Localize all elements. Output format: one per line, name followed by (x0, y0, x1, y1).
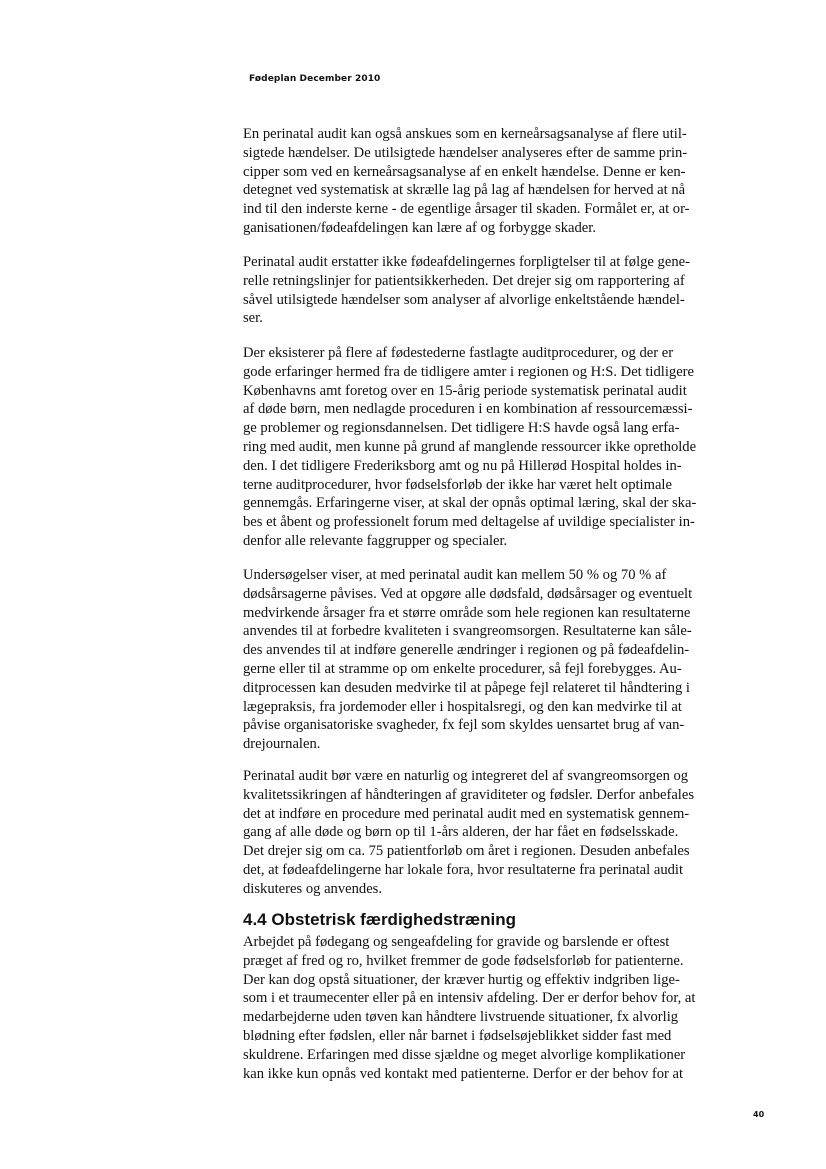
paragraph (243, 344, 697, 551)
text-line: drejournalen. (243, 736, 321, 753)
text-line: Arbejdet på fødegang og sengeafdeling for gravide og barslende er oftest (243, 934, 670, 950)
text-line: ser. (243, 310, 263, 327)
text-line: cipper som ved en kerneårsagsanalyse af en enkelt hændelse. Denne er ken- (243, 163, 686, 180)
paragraph (243, 767, 695, 899)
text-line: bes et åbent og professionelt forum med deltagelse af uvildige specialister in- (243, 514, 695, 531)
text-line: detegnet ved systematisk at skrælle lag på lag af hændelsen for herved at nå (243, 182, 686, 199)
text-line: anvendes til at forbedre kvaliteten i svangreomsorgen. Resultaterne kan såle- (243, 623, 692, 640)
text-line: som i et traumecenter eller på en intensiv afdeling. Der er derfor behov for, at (243, 990, 696, 1007)
text-line: af døde børn, men nedlagde proceduren i en kombination af ressourcemæssi- (243, 401, 693, 418)
text-line: Perinatal audit erstatter ikke fødeafdelingernes forpligtelser til at følge gene- (243, 254, 690, 270)
text-line: dødsårsagerne påvises. Ved at opgøre alle dødsfald, dødsårsager og eventuelt (243, 585, 693, 602)
text-line: Undersøgelser viser, at med perinatal audit kan mellem 50 % og 70 % af (243, 567, 667, 583)
text-line: skuldrene. Erfaringen med disse sjældne og meget alvorlige komplikationer (243, 1046, 686, 1063)
text-line: det, at fødeafdelingerne har lokale fora, hvor resultaterne fra perinatal audit (243, 861, 684, 878)
text-line: ganisationen/fødeafdelingen kan lære af og forbygge skader. (243, 219, 596, 236)
section-paragraph (243, 933, 696, 1083)
text-line: ring med audit, men kunne på grund af manglende ressourcer ikke opretholde (243, 438, 697, 455)
text-line: lægepraksis, fra jordemoder eller i hospitalsregi, og den kan medvirke til at (243, 698, 682, 715)
text-line: Københavns amt foretog over en 15-årig periode systematisk perinatal audit (243, 382, 687, 399)
page-number: 40 (753, 1110, 765, 1119)
paragraph (243, 566, 691, 754)
text-line: medarbejderne uden tøven kan håndtere livstruende situationer, fx alvorlig (243, 1009, 679, 1026)
text-line: ind til den inderste kerne - de egentlige årsager til skaden. Formålet er, at or- (243, 201, 690, 218)
text-line: den. I det tidligere Frederiksborg amt og nu på Hillerød Hospital holdes in- (243, 457, 682, 474)
paragraph (243, 125, 691, 238)
paragraph (243, 253, 691, 328)
text-line: Perinatal audit bør være en naturlig og integreret del af svangreomsorgen og (243, 768, 689, 784)
text-line: gode erfaringer hermed fra de tidligere amter i regionen og H:S. Det tidligere (243, 363, 695, 380)
text-line: såvel utilsigtede hændelser som analyser af alvorlige enkeltstående hændel- (243, 291, 685, 308)
text-line: Der eksisterer på flere af fødestederne fastlagte auditprocedurer, og der er (243, 345, 674, 361)
text-line: gerne eller til at stramme op om enkelte procedurer, så fejl forebygges. Au- (243, 660, 682, 677)
text-line: gang af alle døde og børn op til 1-års alderen, der har fået en fødselsskade. (243, 824, 679, 841)
text-line: diskuteres og anvendes. (243, 880, 383, 897)
text-line: denfor alle relevante faggrupper og specialer. (243, 532, 508, 549)
text-line: terne auditprocedurer, hvor fødselsforløb der ikke har været helt optimale (243, 476, 672, 493)
text-line: relle retningslinjer for patientsikkerheden. Det drejer sig om rapportering af (243, 272, 685, 289)
text-line: sigtede hændelser. De utilsigtede hændelser analyseres efter de samme prin- (243, 144, 688, 161)
text-line: ditprocessen kan desuden medvirke til at påpege fejl relateret til håndtering i (243, 679, 690, 696)
text-line: Der kan dog opstå situationer, der kræver hurtig og effektiv indgriben lige- (243, 971, 680, 988)
text-line: gennemgås. Erfaringerne viser, at skal der opnås optimal læring, skal der ska- (243, 495, 697, 512)
text-line: præget af fred og ro, hvilket fremmer de gode fødselsforløb for patienterne. (243, 952, 684, 969)
text-line: Det drejer sig om ca. 75 patientforløb om året i regionen. Desuden anbefales (243, 843, 690, 860)
section-heading: 4.4 Obstetrisk færdighedstræning (243, 910, 516, 929)
text-line: medvirkende årsager fra et større område som hele regionen kan resultaterne (243, 604, 691, 621)
text-line: kan ikke kun opnås ved kontakt med patienterne. Derfor er der behov for at (243, 1065, 684, 1082)
text-line: påvise organisatoriske svagheder, fx fejl som skyldes uensartet brug af van- (243, 717, 685, 734)
text-line: En perinatal audit kan også anskues som en kerneårsagsanalyse af flere util- (243, 126, 687, 142)
text-line: des anvendes til at indføre generelle ændringer i regionen og på fødeafdelin- (243, 642, 690, 659)
text-line: kvalitetssikringen af håndteringen af graviditeter og fødsler. Derfor anbefales (243, 786, 695, 803)
text-line: det at indføre en procedure med perinatal audit med en systematisk gennem- (243, 805, 690, 822)
text-line: ge problemer og regionsdannelsen. Det tidligere H:S havde også lang erfa- (243, 420, 680, 437)
running-header: Fødeplan December 2010 (249, 74, 381, 84)
text-line: blødning efter fødslen, eller når barnet i fødselsøjeblikket sidder fast med (243, 1027, 672, 1044)
